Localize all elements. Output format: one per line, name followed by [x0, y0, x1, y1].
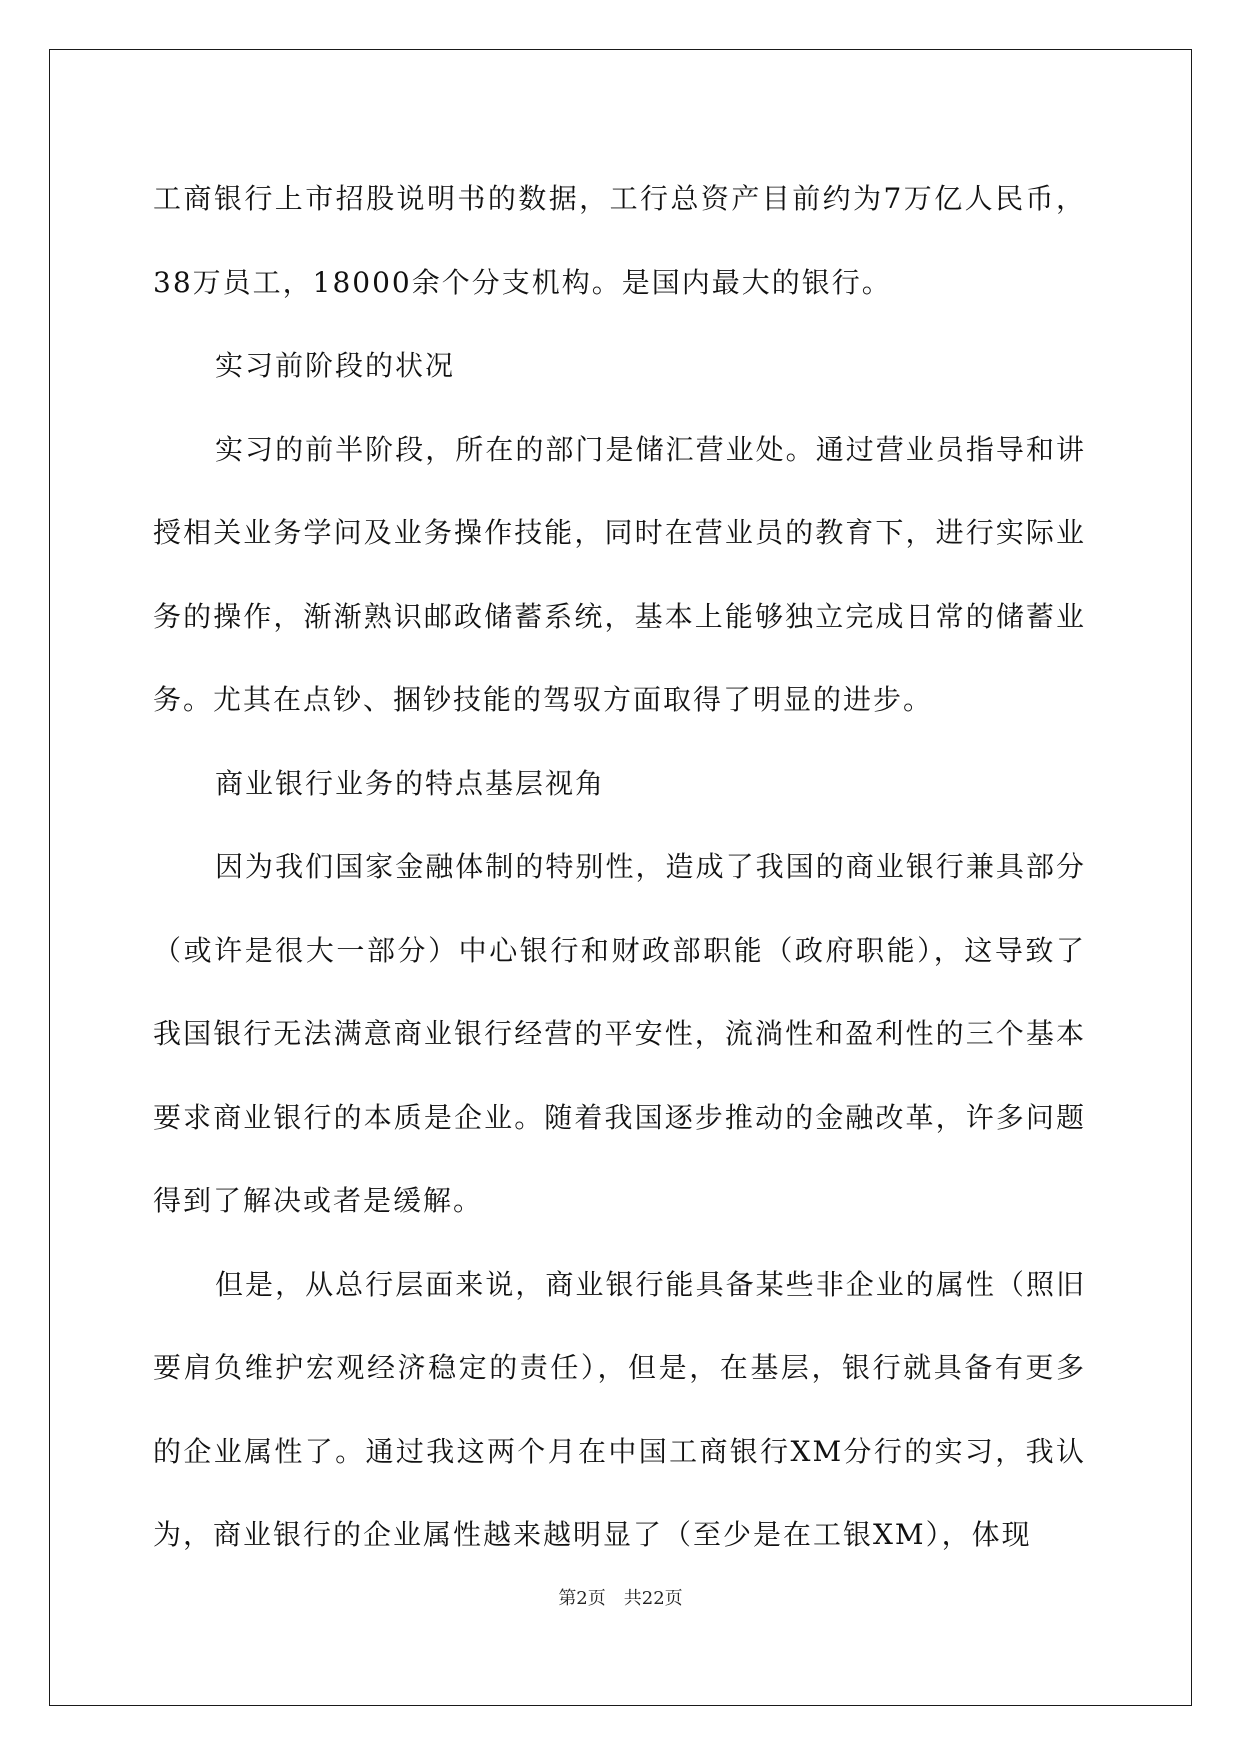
document-body — [153, 157, 1086, 1577]
section-heading: 商业银行业务的特点基层视角 — [215, 766, 606, 800]
paragraph: 因为我们国家金融体制的特别性，造成了我国的商业银行兼具部分（或许是很大一部分）中心银行和财政部职能（政府职能），这导致了我国银行无法满意商业银行经营的平安性，流淌性和盈利性的三个基本要求商业银行的本质是企业。随着我国逐步推动的金融改革，许多问题得到了解决或者是缓解。 — [153, 850, 1086, 1217]
page-footer — [0, 1588, 1241, 1610]
section-heading: 实习前阶段的状况 — [215, 349, 456, 382]
page-total: 共22页 — [623, 1588, 683, 1609]
paragraph: 但是，从总行层面来说，商业银行能具备某些非企业的属性（照旧要肩负维护宏观经济稳定的责任），但是，在基层，银行就具备有更多的企业属性了。通过我这两个月在中国工商银行XM分行的实习，我认为，商业银行的企业属性越来越明显了（至少是在工银XM），体现 — [153, 1267, 1086, 1551]
paragraph: 实习的前半阶段，所在的部门是储汇营业处。通过营业员指导和讲授相关业务学问及业务操作技能，同时在营业员的教育下，进行实际业务的操作，渐渐熟识邮政储蓄系统，基本上能够独立完成日常的储蓄业务。尤其在点钞、捆钞技能的驾驭方面取得了明显的进步。 — [153, 432, 1086, 716]
page-number: 第2页 — [558, 1588, 606, 1609]
paragraph: 工商银行上市招股说明书的数据，工行总资产目前约为7万亿人民币，38万员工，18000余个分支机构。是国内最大的银行。 — [153, 182, 1086, 299]
